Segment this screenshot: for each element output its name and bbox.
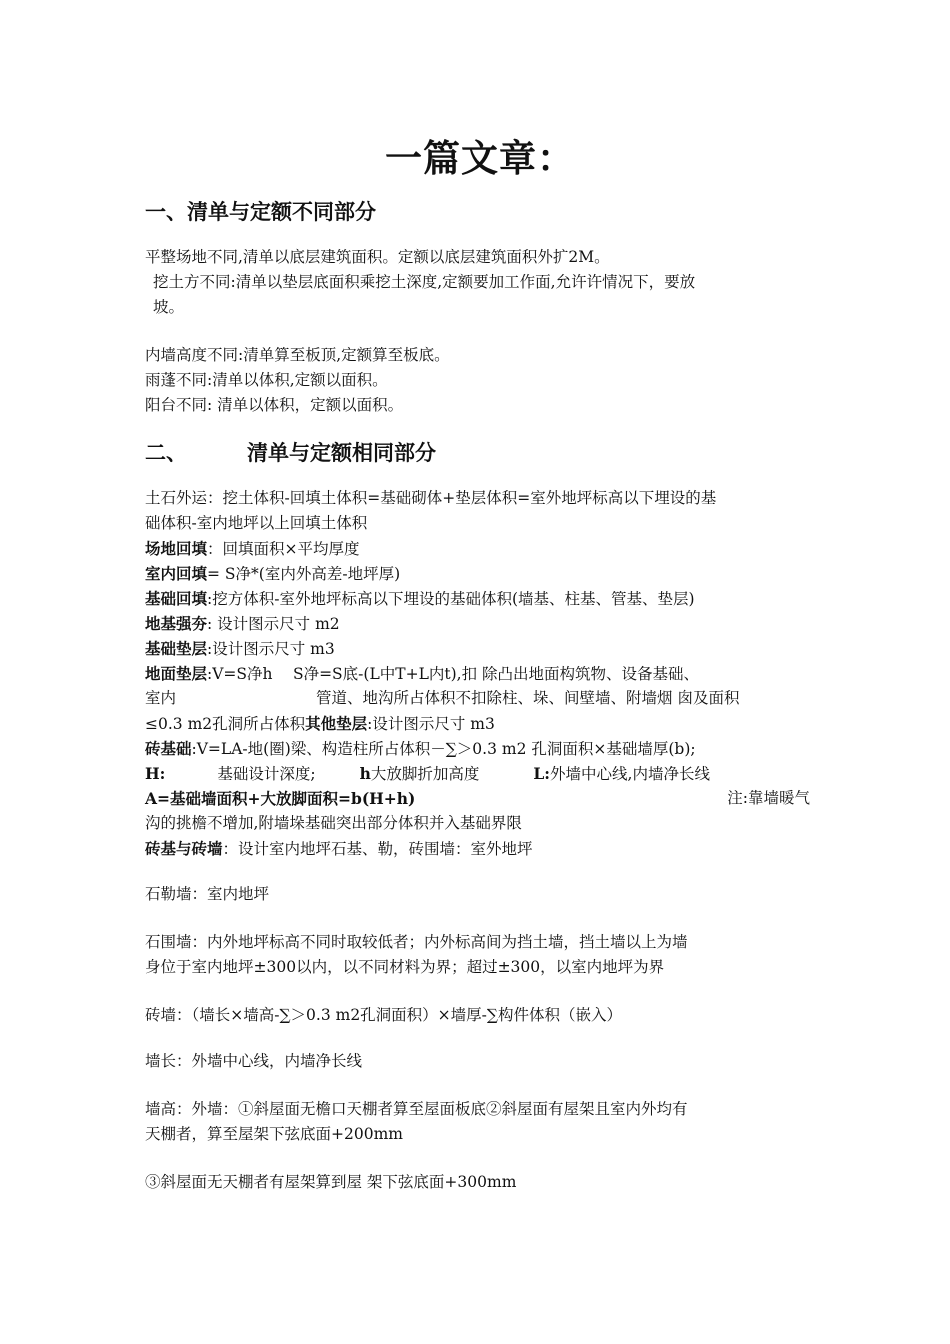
line-dynamic-compaction: 地基强夯: 设计图示尺寸 m2 (145, 614, 340, 633)
paragraph-excavation: 挖土方不同:清单以垫层底面积乘挖土深度,定额要加工作面,允许许情况下，要放 (153, 273, 696, 291)
line-earth-transport: 土石外运：挖土体积-回填土体积=基础砌体+垫层体积=室外地坪标高以下埋设的基 (145, 489, 717, 507)
line-stone-fence: 石围墙：内外地坪标高不同时取较低者；内外标高间为挡土墙，挡土墙以上为墙 (145, 933, 688, 951)
line-foundation-wall-boundary: 砖基与砖墙：设计室内地坪石基、勒，砖围墙：室外地坪 (145, 839, 533, 858)
section-2-number: 二、 (145, 441, 187, 465)
line-wall-height-cont: 天棚者，算至屋架下弦底面+200mm (145, 1125, 403, 1143)
line-other-cushion: ≤0.3 m2孔洞所占体积其他垫层:设计图示尺寸 m3 (145, 714, 495, 733)
section-1-heading: 一、清单与定额不同部分 (145, 200, 376, 224)
paragraph-balcony: 阳台不同: 清单以体积，定额以面积。 (145, 396, 404, 414)
line-earth-transport-cont: 础体积-室内地坪以上回填土体积 (145, 514, 368, 532)
line-stone-fence-cont: 身位于室内地坪±300以内，以不同材料为界；超过±300，以室内地坪为界 (145, 958, 665, 976)
paragraph-wall-height: 内墙高度不同:清单算至板顶,定额算至板底。 (145, 346, 450, 364)
paragraph-canopy: 雨蓬不同:清单以体积,定额以面积。 (145, 371, 388, 389)
line-wall-height: 墙高：外墙：①斜屋面无檐口天棚者算至屋面板底②斜屋面有屋架且室内外均有 (145, 1100, 688, 1118)
paragraph-site-leveling: 平整场地不同,清单以底层建筑面积。定额以底层建筑面积外扩2M。 (145, 248, 610, 266)
line-wall-length: 墙长：外墙中心线，内墙净长线 (145, 1052, 363, 1070)
document-title: 一篇文章： (385, 136, 575, 180)
line-foundation-symbols: H: 基础设计深度; h大放脚折加高度 L:外墙中心线,内墙净长线 (145, 764, 710, 783)
line-stone-plinth: 石勒墙：室内地坪 (145, 885, 270, 903)
line-foundation-cushion: 基础垫层:设计图示尺寸 m3 (145, 639, 335, 658)
paragraph-excavation-cont: 坡。 (153, 298, 185, 316)
line-wall-height-3: ③斜屋面无天棚者有屋架算到屋 架下弦底面+300mm (145, 1173, 517, 1191)
line-site-backfill: 场地回填：回填面积×平均厚度 (145, 539, 360, 558)
line-indoor-backfill: 室内回填= S净*(室内外高差-地坪厚) (145, 564, 401, 583)
line-brick-wall: 砖墙：（墙长×墙高-∑＞0.3 m2孔洞面积）×墙厚-∑构件体积（嵌入） (145, 1006, 622, 1024)
line-floor-cushion-cont: 室内 管道、地沟所占体积不扣除柱、垛、间壁墙、附墙烟 囱及面积 (145, 689, 740, 707)
line-foundation-backfill: 基础回填:挖方体积-室外地坪标高以下埋设的基础体积(墙基、柱基、管基、垫层) (145, 589, 695, 608)
section-2-heading (145, 437, 436, 467)
line-floor-cushion: 地面垫层:V=S净h S净=S底-(L中T+L内t),扣 除凸出地面构筑物、设备基础、 (145, 664, 699, 683)
line-brick-foundation: 砖基础:V=LA-地(圈)梁、构造柱所占体积－∑＞0.3 m2 孔洞面积×基础墙厚(b); (145, 739, 696, 758)
line-foundation-note: 沟的挑檐不增加,附墙垛基础突出部分体积并入基础界限 (145, 814, 522, 832)
line-foundation-area: A=基础墙面积+大放脚面积=b(H+h) 注:靠墙暖气 (145, 789, 810, 808)
section-2-title: 清单与定额相同部分 (247, 441, 436, 465)
